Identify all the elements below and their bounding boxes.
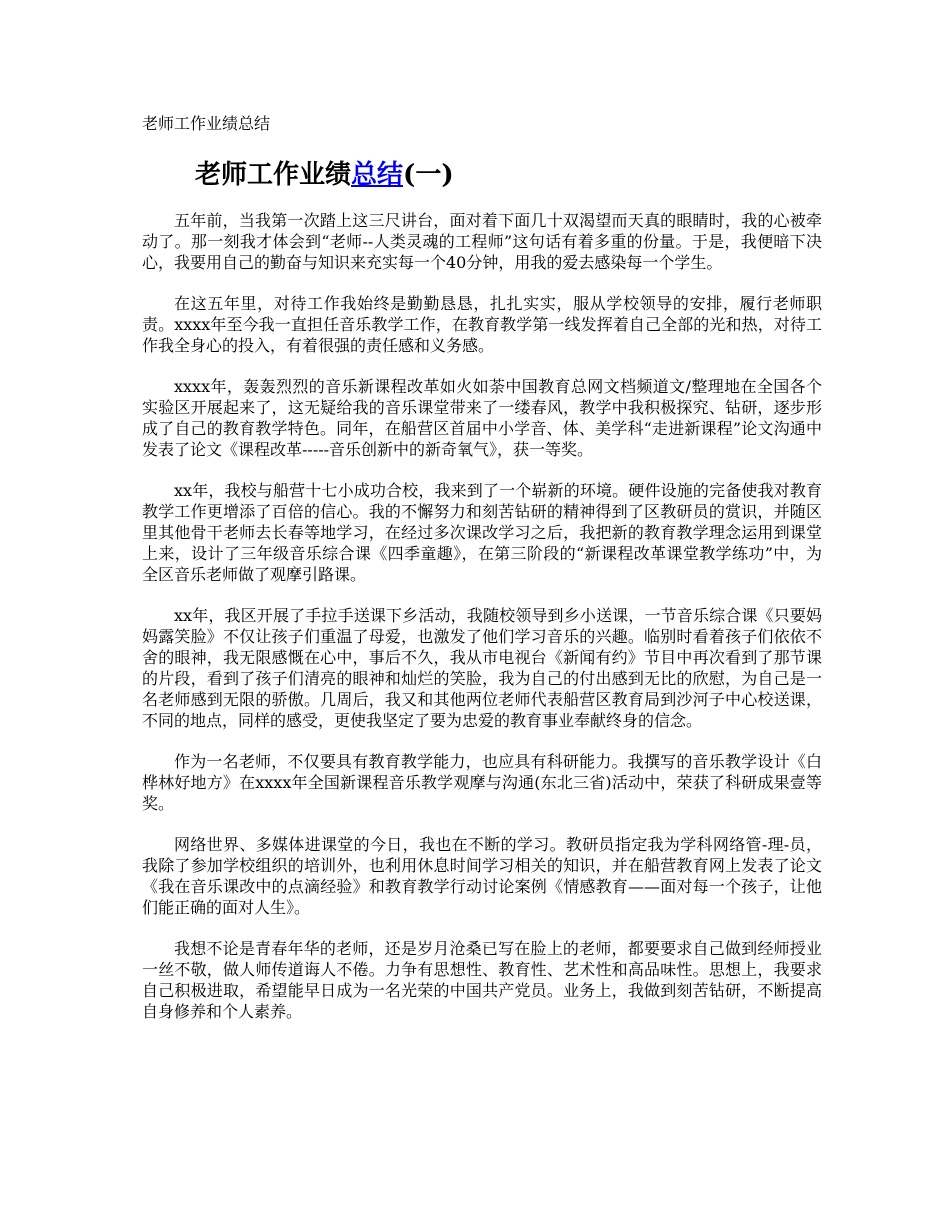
title-text: 老师工作业绩 xyxy=(195,160,352,190)
paragraph: 我想不论是青春年华的老师，还是岁月沧桑已写在脸上的老师，都要要求自己做到经师授业一丝不敬，做人师传道诲人不倦。力争有思想性、教育性、艺术性和高品味性。思想上，我要求自己积极进取，希望能早日成为一名光荣的中国共产党员。业务上，我做到刻苦钻研，不断提高自身修养和个人素养。 xyxy=(142,939,822,1021)
title-summary-link[interactable]: 总结 xyxy=(351,160,404,190)
paragraph: xxxx年，轰轰烈烈的音乐新课程改革如火如荼中国教育总网文档频道文/整理地在全国各个实验区开展起来了，这无疑给我的音乐课堂带来了一缕春风，教学中我积极探究、钻研，逐步形成了自己的教育教学特色。同年，在船营区首届中小学音、体、美学科“走进新课程”论文沟通中发表了论文《课程改革-----音乐创新中的新奇氧气》，获一等奖。 xyxy=(142,377,822,459)
paragraph: 网络世界、多媒体进课堂的今日，我也在不断的学习。教研员指定我为学科网络管-理-员，我除了参加学校组织的培训外，也利用休息时间学习相关的知识，并在船营教育网上发表了论文《我在音乐课改中的点滴经验》和教育教学行动讨论案例《情感教育——面对每一个孩子，让他们能正确的面对人生》。 xyxy=(142,835,822,917)
document-title xyxy=(195,157,454,193)
document-body xyxy=(142,210,822,1042)
paragraph: 作为一名老师，不仅要具有教育教学能力，也应具有科研能力。我撰写的音乐教学设计《白桦林好地方》在xxxx年全国新课程音乐教学观摩与沟通(东北三省)活动中，荣获了科研成果壹等奖。 xyxy=(142,752,822,813)
document-header: 老师工作业绩总结 xyxy=(142,114,271,133)
title-suffix: (一) xyxy=(403,160,454,190)
paragraph: xx年，我校与船营十七小成功合校，我来到了一个崭新的环境。硬件设施的完备使我对教育教学工作更增添了百倍的信心。我的不懈努力和刻苦钻研的精神得到了区教研员的赏识，并随区里其他骨干老师去长春等地学习，在经过多次课改学习之后，我把新的教育教学理念运用到课堂上来，设计了三年级音乐综合课《四季童趣》，在第三阶段的“新课程改革课堂教学练功”中，为全区音乐老师做了观摩引路课。 xyxy=(142,481,822,584)
paragraph: 五年前，当我第一次踏上这三尺讲台，面对着下面几十双渴望而天真的眼睛时，我的心被牵动了。那一刻我才体会到“老师--人类灵魂的工程师”这句话有着多重的份量。于是，我便暗下决心，我要用自己的勤奋与知识来充实每一个40分钟，用我的爱去感染每一个学生。 xyxy=(142,211,822,272)
paragraph: xx年，我区开展了手拉手送课下乡活动，我随校领导到乡小送课，一节音乐综合课《只要妈妈露笑脸》不仅让孩子们重温了母爱，也激发了他们学习音乐的兴趣。临别时看着孩子们依依不舍的眼神，我无限感慨在心中，事后不久，我从市电视台《新闻有约》节目中再次看到了那节课的片段，看到了孩子们清亮的眼神和灿烂的笑脸，我为自己的付出感到无比的欣慰，为自己是一名老师感到无限的骄傲。几周后，我又和其他两位老师代表船营区教育局到沙河子中心校送课，不同的地点，同样的感受，更使我坚定了要为忠爱的教育事业奉献终身的信念。 xyxy=(142,606,822,730)
paragraph: 在这五年里，对待工作我始终是勤勤恳恳，扎扎实实，服从学校领导的安排，履行老师职责。xxxx年至今我一直担任音乐教学工作，在教育教学第一线发挥着自己全部的光和热，对待工作我全身心的投入，有着很强的责任感和义务感。 xyxy=(142,294,822,355)
